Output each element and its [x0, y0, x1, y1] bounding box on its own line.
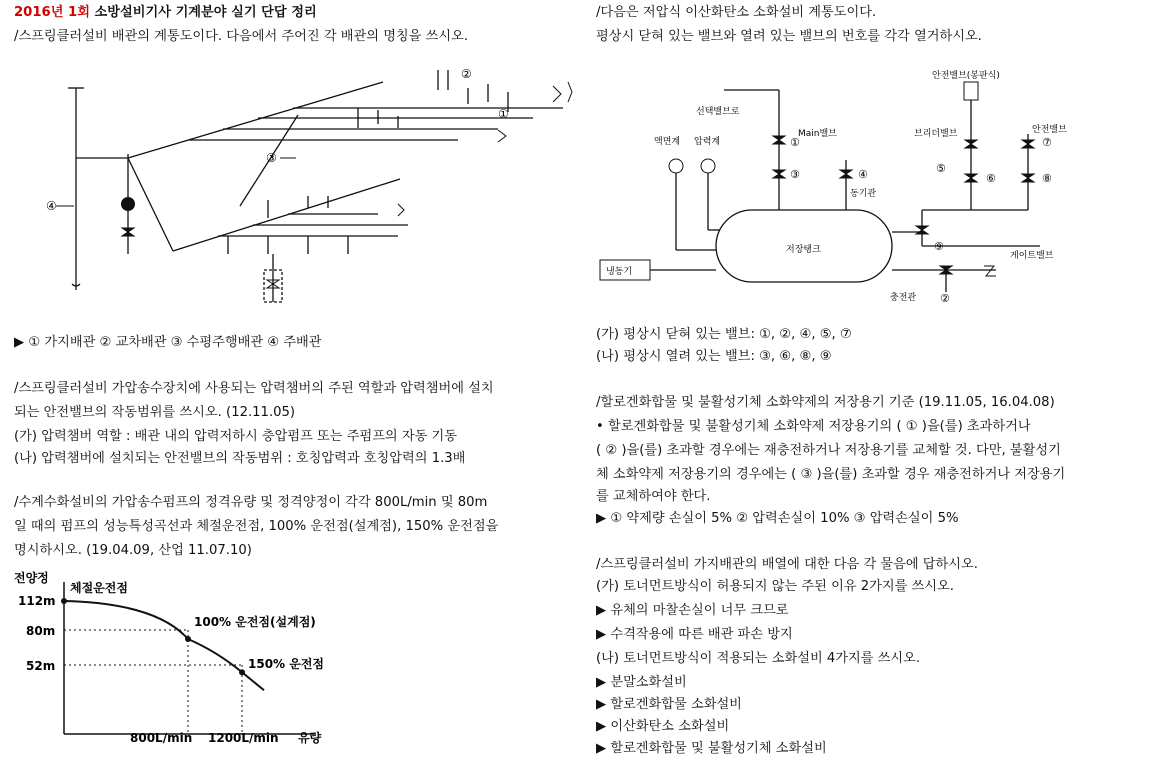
- question-6-line3: (나) 토너먼트방식이 적용되는 소화설비 4가지를 쓰시오.: [596, 651, 921, 666]
- label-liquid-gauge: 액면계: [654, 137, 681, 147]
- valve-4-icon: [840, 170, 852, 178]
- question-5-line1: /할로겐화합물 및 불활성기체 소화약제의 저장용기 기준 (19.11.05, 16.04.08): [596, 395, 1055, 410]
- check-valve-icon: [984, 266, 996, 276]
- answer-6-4: ▶ 할로겐화합물 소화설비: [596, 697, 742, 712]
- question-2-line1: /스프링클러설비 가압송수장치에 사용되는 압력챔버의 주된 역할과 압력챔버에 설치: [14, 381, 494, 396]
- valve-8-icon: [1022, 174, 1034, 182]
- question-4-line1: /다음은 저압식 이산화탄소 소화설비 계통도이다.: [596, 5, 877, 20]
- question-5-line3: ( ② )을(를) 초과할 경우에는 재충전하거나 저장용기를 교체할 것. 다만, 불활성기: [596, 443, 1061, 458]
- question-6-line2: (가) 토너먼트방식이 허용되지 않는 주된 이유 2가지를 쓰시오.: [596, 579, 954, 594]
- page-title: [14, 4, 317, 22]
- x-axis-label: 유량: [298, 731, 322, 745]
- pressure-gauge-icon: [701, 159, 715, 173]
- 150-percent-point: [239, 669, 245, 675]
- answer-5: ▶ ① 약제량 손실이 5% ② 압력손실이 10% ③ 압력손실이 5%: [596, 511, 959, 526]
- design-point: [185, 636, 191, 642]
- valve-6-icon: [965, 174, 977, 182]
- liquid-level-gauge-icon: [669, 159, 683, 173]
- annotation-design: 100% 운전점(설계점): [194, 615, 316, 629]
- pump-icon: [121, 197, 135, 211]
- label-select-valve: 선택밸브로: [696, 107, 740, 117]
- label-safety-valve-right: 안전밸브: [1032, 125, 1067, 135]
- label-4: ④: [46, 199, 57, 213]
- label-gas-pipe: 동기관: [850, 189, 877, 199]
- safety-valve-icon: [1022, 140, 1034, 148]
- co2-system-diagram: [596, 60, 1152, 310]
- pump-performance-chart: [14, 568, 354, 752]
- label-fill-pipe: 충전관: [890, 293, 917, 303]
- answer-6-3: ▶ 분말소화설비: [596, 675, 687, 690]
- question-1: /스프링클러설비 배관의 계통도이다. 다음에서 주어진 각 배관의 명칭을 쓰시오.: [14, 29, 469, 44]
- y-axis-label: 전양정: [14, 571, 49, 585]
- label-breather-valve: 브리더밸브: [914, 129, 958, 139]
- annotation-shutoff: 체절운전점: [70, 581, 128, 595]
- answer-6-6: ▶ 할로겐화합물 및 불활성기체 소화설비: [596, 741, 827, 756]
- annotation-150: 150% 운전점: [248, 657, 325, 671]
- question-3-line3: 명시하시오. (19.04.09, 산업 11.07.10): [14, 543, 252, 558]
- title-session: 2016년 1회: [14, 5, 90, 20]
- answer-1: ▶ ① 가지배관 ② 교차배관 ③ 수평주행배관 ④ 주배관: [14, 335, 322, 350]
- y-tick-52: 52m: [26, 659, 56, 673]
- num-8: ⑧: [1042, 172, 1052, 185]
- x-tick-800: 800L/min: [130, 731, 193, 745]
- question-6-line1: /스프링클러설비 가지배관의 배열에 대한 다음 각 물음에 답하시오.: [596, 557, 978, 572]
- question-3-line1: /수계수화설비의 가압송수펌프의 정격유량 및 정격양정이 각각 800L/min 및 80m: [14, 495, 488, 510]
- label-safety-valve-top: 안전밸브(봉판식): [932, 71, 1000, 81]
- num-2: ②: [940, 292, 950, 305]
- question-5-line2: • 할로겐화합물 및 불활성기체 소화약제 저장용기의 ( ① )을(를) 초과하거나: [596, 419, 1031, 434]
- question-3-line2: 일 때의 펌프의 성능특성곡선과 체절운전점, 100% 운전점(설계점), 150% 운전점을: [14, 519, 499, 534]
- answer-6-5: ▶ 이산화탄소 소화설비: [596, 719, 730, 734]
- num-4: ④: [858, 168, 868, 181]
- answer-6-2: ▶ 수격작용에 따른 배관 파손 방지: [596, 627, 793, 642]
- answer-2a: (가) 압력챔버 역할 : 배관 내의 압력저하시 충압펌프 또는 주펌프의 자동 기동: [14, 429, 458, 444]
- label-2: ②: [461, 67, 472, 81]
- question-2-line2: 되는 안전밸브의 작동범위를 쓰시오. (12.11.05): [14, 405, 296, 420]
- num-5: ⑤: [936, 162, 946, 175]
- num-1: ①: [790, 136, 800, 149]
- question-5-line4: 체 소화약제 저장용기의 경우에는 ( ③ )을(를) 초과할 경우 재충전하거나 저장용기: [596, 467, 1066, 482]
- num-3: ③: [790, 168, 800, 181]
- label-tank: 저장탱크: [786, 245, 821, 255]
- valve-9-icon: [916, 226, 928, 234]
- num-9: ⑨: [934, 240, 944, 253]
- label-refrigerator: 냉동기: [606, 267, 633, 277]
- num-7: ⑦: [1042, 136, 1052, 149]
- answer-4a: (가) 평상시 닫혀 있는 밸브: ①, ②, ④, ⑤, ⑦: [596, 327, 852, 342]
- y-tick-80: 80m: [26, 624, 56, 638]
- breather-valve-icon: [965, 140, 977, 148]
- rupture-disc-safety-valve-icon: [964, 82, 978, 100]
- sprinkler-piping-diagram: [28, 58, 588, 310]
- title-text: 소방설비기사 기계분야 실기 단답 정리: [89, 5, 317, 20]
- num-6: ⑥: [986, 172, 996, 185]
- label-pressure-gauge: 압력계: [694, 137, 721, 147]
- label-main-valve: Main밸브: [798, 129, 837, 139]
- question-4-line2: 평상시 닫혀 있는 밸브와 열려 있는 밸브의 번호를 각각 열거하시오.: [596, 29, 982, 44]
- answer-4b: (나) 평상시 열려 있는 밸브: ③, ⑥, ⑧, ⑨: [596, 349, 832, 364]
- main-valve-icon: [773, 136, 785, 144]
- answer-2b: (나) 압력챔버에 설치되는 안전밸브의 작동범위 : 호칭압력과 호칭압력의 1.3배: [14, 451, 466, 466]
- label-gate-valve: 게이트밸브: [1010, 251, 1054, 261]
- label-3: ③: [266, 151, 277, 165]
- valve-3-icon: [773, 170, 785, 178]
- gate-valve-icon: [122, 228, 134, 236]
- question-5-line5: 를 교체하여야 한다.: [596, 489, 711, 504]
- answer-6-1: ▶ 유체의 마찰손실이 너무 크므로: [596, 603, 789, 618]
- x-tick-1200: 1200L/min: [208, 731, 279, 745]
- shutoff-point: [61, 598, 67, 604]
- label-1: ①: [498, 107, 509, 121]
- y-tick-112: 112m: [18, 594, 56, 608]
